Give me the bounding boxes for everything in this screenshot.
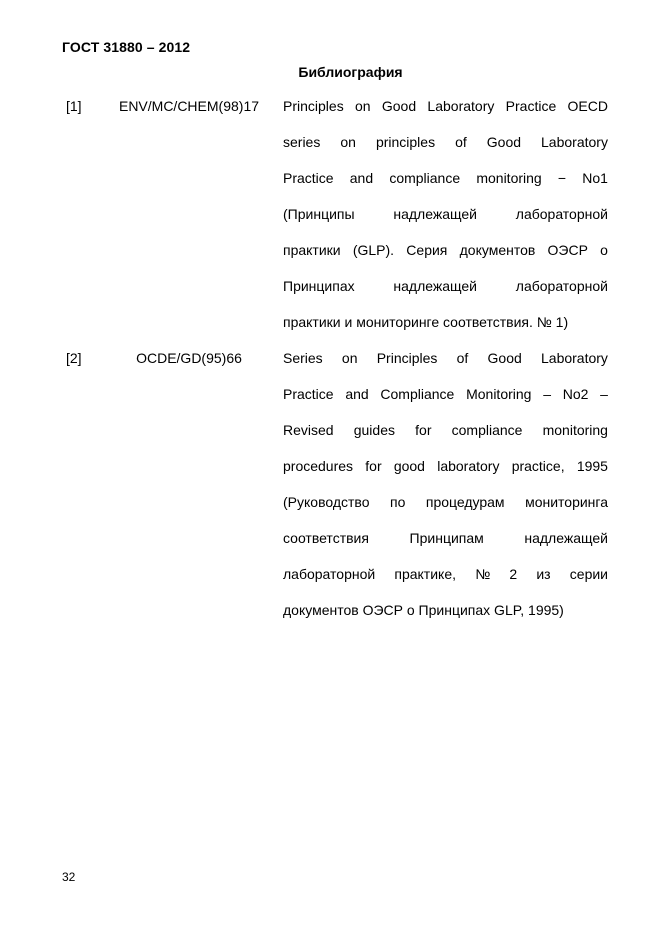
entry-description	[283, 349, 608, 637]
description-line: (Руководство по процедурам мониторинга	[283, 494, 608, 510]
entry-code: ENV/MC/CHEM(98)17	[118, 98, 260, 114]
description-line: Principles on Good Laboratory Practice OECD	[283, 98, 608, 114]
description-line: (Принципы надлежащей лабораторной	[283, 206, 608, 222]
description-line: procedures for good laboratory practice, 1995	[283, 458, 608, 474]
description-line: лабораторной практике, № 2 из серии	[283, 566, 608, 582]
entry-number: [2]	[66, 350, 82, 366]
entry-description	[283, 97, 608, 349]
page-number: 32	[62, 870, 76, 884]
description-line: Revised guides for compliance monitoring	[283, 422, 608, 438]
description-line: series on principles of Good Laboratory	[283, 134, 608, 150]
description-line: документов ОЭСР о Принципах GLP, 1995)	[283, 602, 564, 618]
description-line: Practice and Compliance Monitoring – No2 –	[283, 386, 608, 402]
description-line: практики и мониторинге соответствия. № 1)	[283, 314, 569, 330]
description-line: Принципах надлежащей лабораторной	[283, 278, 608, 294]
description-line: Series on Principles of Good Laboratory	[283, 350, 608, 366]
description-line: соответствия Принципам надлежащей	[283, 530, 608, 546]
section-title: Библиография	[298, 64, 403, 80]
description-line: Practice and compliance monitoring − No1	[283, 170, 608, 186]
document-code: ГОСТ 31880 – 2012	[62, 39, 191, 55]
description-line: практики (GLP). Серия документов ОЭСР о	[283, 242, 608, 258]
entry-code: OCDE/GD(95)66	[136, 350, 242, 366]
entry-number: [1]	[66, 98, 82, 114]
